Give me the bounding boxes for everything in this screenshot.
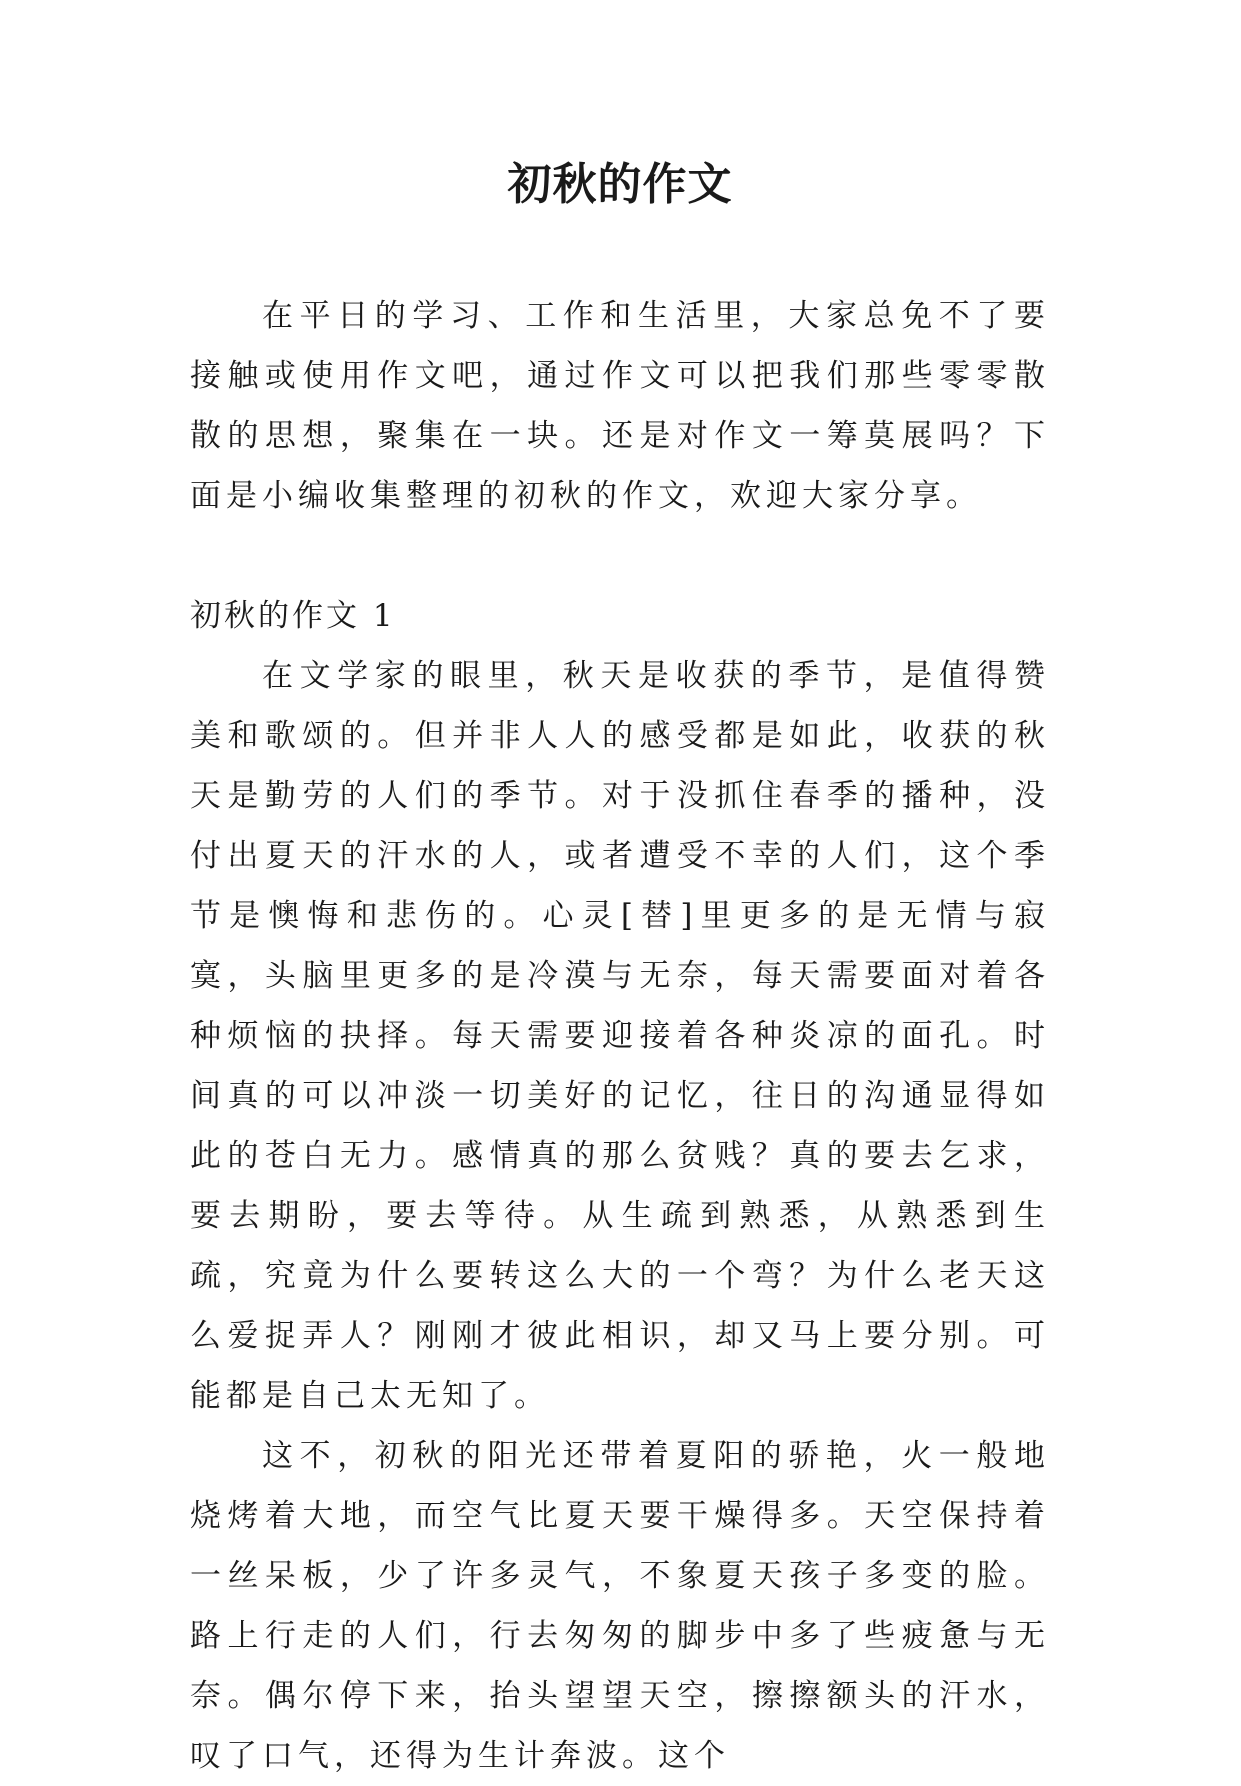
document-body bbox=[190, 286, 1050, 1786]
section-heading: 初秋的作文 1 bbox=[190, 598, 396, 634]
body-paragraph-2: 这不，初秋的阳光还带着夏阳的骄艳，火一般地烧烤着大地，而空气比夏天要干燥得多。天空保持着一丝呆板，少了许多灵气，不象夏天孩子多变的脸。路上行走的人们，行去匆匆的脚步中多了些疲惫与无奈。偶尔停下来，抬头望望天空，擦擦额头的汗水，叹了口气，还得为生计奔波。这个 bbox=[190, 1438, 1050, 1774]
body-paragraph-1: 在文学家的眼里，秋天是收获的季节，是值得赞美和歌颂的。但并非人人的感受都是如此，收获的秋天是勤劳的人们的季节。对于没抓住春季的播种，没付出夏天的汗水的人，或者遭受不幸的人们，这个季节是懊悔和悲伤的。心灵[替]里更多的是无情与寂寞，头脑里更多的是冷漠与无奈，每天需要面对着各种烦恼的抉择。每天需要迎接着各种炎凉的面孔。时间真的可以冲淡一切美好的记忆，往日的沟通显得如此的苍白无力。感情真的那么贫贱？真的要去乞求，要去期盼，要去等待。从生疏到熟悉，从熟悉到生疏，究竟为什么要转这么大的一个弯？为什么老天这么爱捉弄人？刚刚才彼此相识，却又马上要分别。可能都是自己太无知了。 bbox=[190, 658, 1050, 1414]
document-title: 初秋的作文 bbox=[507, 159, 733, 210]
intro-paragraph: 在平日的学习、工作和生活里，大家总免不了要接触或使用作文吧，通过作文可以把我们那些零零散散的思想，聚集在一块。还是对作文一筹莫展吗？下面是小编收集整理的初秋的作文，欢迎大家分享。 bbox=[190, 298, 1050, 514]
